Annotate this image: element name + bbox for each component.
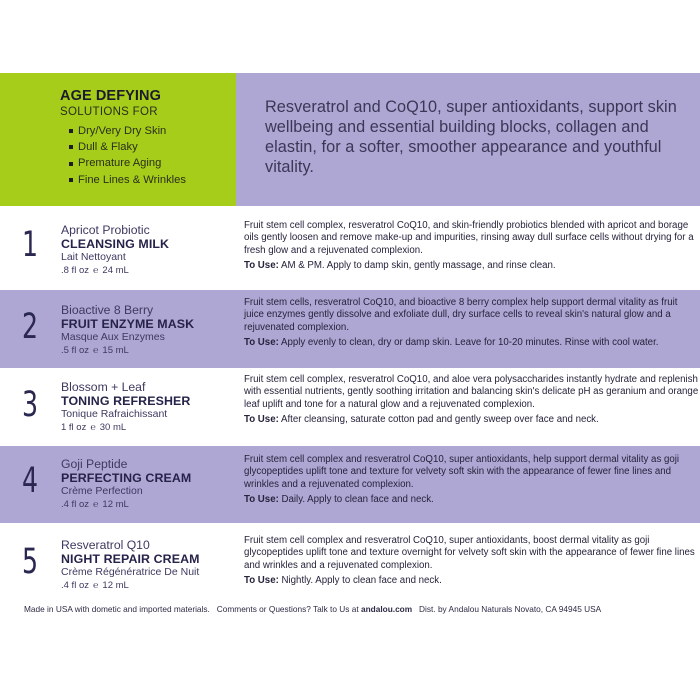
product-name-block (61, 538, 200, 592)
product-size: .4 fl oz ℮ 12 mL (61, 580, 129, 591)
intro-panel (236, 73, 700, 206)
product-description-block (236, 290, 700, 368)
product-info (0, 290, 236, 368)
estimated-sign-icon: ℮ (90, 422, 96, 432)
concern-item: Fine Lines & Wrinkles (60, 172, 236, 188)
product-french-name: Crème Perfection (61, 485, 143, 497)
product-name-block (61, 380, 190, 434)
step-number: 2 (22, 307, 39, 347)
product-subname: Blossom + Leaf (61, 380, 146, 394)
product-info (0, 368, 236, 446)
usage-instructions: To Use: AM & PM. Apply to damp skin, gently massage, and rinse clean. (244, 260, 556, 272)
product-name-block (61, 223, 169, 277)
product-description-block (236, 446, 700, 523)
square-bullet-icon (69, 145, 73, 149)
step-number: 5 (22, 542, 39, 582)
step-number: 1 (22, 225, 39, 265)
product-subname: Bioactive 8 Berry (61, 303, 154, 317)
product-name-block (61, 457, 191, 511)
step-number: 3 (22, 385, 39, 425)
product-description: Fruit stem cell complex, resveratrol CoQ10, and skin-friendly probiotics blended with apricot and borage oils gently loosen and remove make-up and impurities, rinsing away dull surface cells without drying for a fresh glow and a rejuvenated complexion. (244, 220, 694, 256)
concern-item: Dry/Very Dry Skin (60, 123, 236, 139)
distributor-text: Dist. by Andalou Naturals Novato, CA 94945 USA (419, 604, 602, 614)
product-row-1 (0, 206, 700, 290)
panel-title: AGE DEFYING (60, 88, 161, 104)
concern-item: Premature Aging (60, 155, 236, 171)
panel-subtitle: SOLUTIONS FOR (60, 106, 158, 118)
estimated-sign-icon: ℮ (93, 580, 99, 590)
product-row-2 (0, 290, 700, 368)
product-french-name: Masque Aux Enzymes (61, 331, 165, 343)
product-french-name: Crème Régénératrice De Nuit (61, 566, 200, 578)
concerns-list (60, 123, 236, 188)
comments-text: Comments or Questions? Talk to Us at (216, 604, 359, 614)
step-number: 4 (22, 461, 39, 501)
website-link[interactable]: andalou.com (360, 604, 413, 614)
usage-instructions: To Use: Apply evenly to clean, dry or damp skin. Leave for 10-20 minutes. Rinse with cool water. (244, 337, 659, 349)
usage-instructions: To Use: Daily. Apply to clean face and neck. (244, 494, 434, 506)
product-name-block (61, 303, 194, 357)
product-description: Fruit stem cell complex, resveratrol CoQ10, and aloe vera polysaccharides instantly hydrate and replenish with essential nutrients, gently soothing irritation and balancing skin's delicate pH as geranium and orange leaf uplift and tone for a natural glow and a rejuvenated complexion. (244, 374, 699, 410)
product-name: PERFECTING CREAM (61, 471, 192, 485)
product-description: Fruit stem cell complex and resveratrol CoQ10, super antioxidants, boost dermal vitality as goji glycopeptides uplift tone and texture overnight for velvety soft skin with the appearance of fewer fine lines and wrinkles and a rejuvenated complexion. (244, 535, 695, 571)
product-size: 1 fl oz ℮ 30 mL (61, 422, 127, 433)
usage-instructions: To Use: After cleansing, saturate cotton pad and gently sweep over face and neck. (244, 414, 599, 426)
product-info (0, 446, 236, 523)
product-description: Fruit stem cell complex and resveratrol CoQ10, super antioxidants, help support dermal vitality as goji glycopeptides uplift tone and texture for velvety soft skin with the appearance of fewer fine lines and wrinkles and a rejuvenated complexion. (244, 454, 680, 490)
product-description-block (236, 206, 700, 290)
product-info (0, 206, 236, 290)
product-french-name: Lait Nettoyant (61, 251, 126, 263)
header-banner (0, 73, 700, 206)
product-size: .4 fl oz ℮ 12 mL (61, 499, 129, 510)
product-row-4 (0, 446, 700, 523)
product-french-name: Tonique Rafraichissant (61, 408, 168, 420)
square-bullet-icon (69, 162, 73, 166)
product-size: .8 fl oz ℮ 24 mL (61, 265, 129, 276)
product-row-3 (0, 368, 700, 446)
product-description-block (236, 368, 700, 446)
intro-text: Resveratrol and CoQ10, super antioxidants, support skin wellbeing and essential building blocks, collagen and elastin, for a softer, smoother appearance and youthful vitality. (265, 98, 677, 176)
estimated-sign-icon: ℮ (93, 499, 99, 509)
product-subname: Apricot Probiotic (61, 223, 150, 237)
product-subname: Goji Peptide (61, 457, 128, 471)
solutions-panel (0, 73, 236, 206)
product-description: Fruit stem cells, resveratrol CoQ10, and bioactive 8 berry complex help support dermal vitality as fruit juice enzymes gently dissolve and exfoliate dull, dry surface cells to reveal skin's natural glow and a rejuvenated complexion. (244, 297, 678, 333)
product-info (0, 523, 236, 597)
product-name: NIGHT REPAIR CREAM (61, 552, 200, 566)
product-row-5 (0, 523, 700, 597)
made-in-text: Made in USA with dometic and imported materials. (24, 604, 210, 614)
product-name: CLEANSING MILK (61, 237, 170, 251)
product-name: TONING REFRESHER (61, 394, 191, 408)
square-bullet-icon (69, 129, 73, 133)
estimated-sign-icon: ℮ (93, 265, 99, 275)
footer (24, 604, 601, 614)
product-subname: Resveratrol Q10 (61, 538, 150, 552)
product-description-block (236, 523, 700, 597)
square-bullet-icon (69, 178, 73, 182)
product-name: FRUIT ENZYME MASK (61, 317, 195, 331)
estimated-sign-icon: ℮ (93, 345, 99, 355)
concern-item: Dull & Flaky (60, 139, 236, 155)
product-size: .5 fl oz ℮ 15 mL (61, 345, 129, 356)
usage-instructions: To Use: Nightly. Apply to clean face and neck. (244, 575, 442, 587)
